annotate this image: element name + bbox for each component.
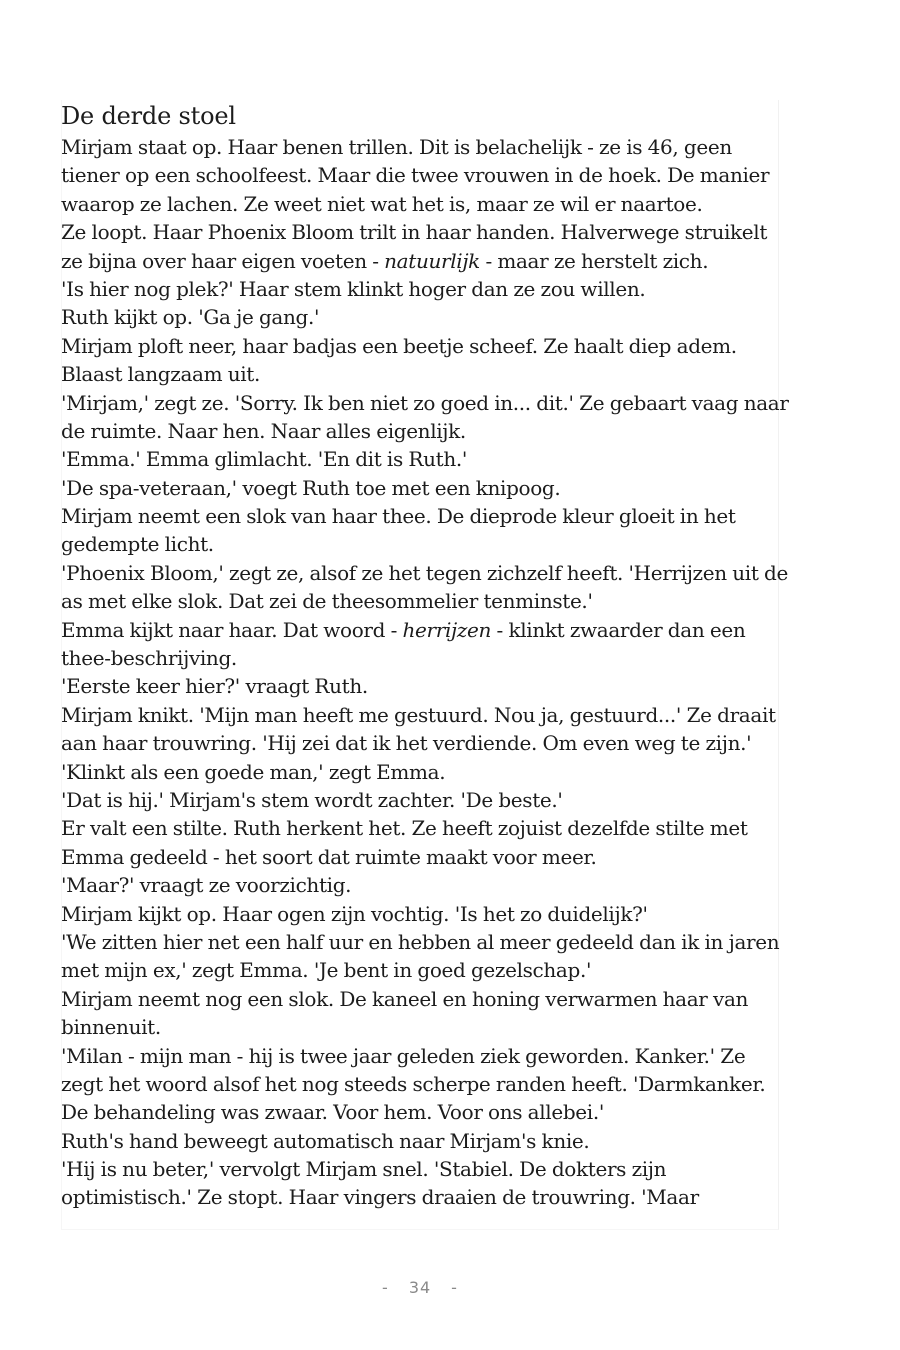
line-segment: Mirjam neemt een slok van haar thee. De dieprode kleur gloeit in het xyxy=(61,504,736,529)
line-segment: 'De spa-veteraan,' voegt Ruth toe met een knipoog. xyxy=(61,475,561,500)
text-line xyxy=(61,587,801,615)
text-line xyxy=(61,1127,801,1155)
text-line xyxy=(61,871,801,899)
page-number-dash-left: - xyxy=(382,1278,389,1297)
text-line xyxy=(61,417,801,445)
text-line xyxy=(61,1183,801,1211)
line-segment: Mirjam neemt nog een slok. De kaneel en honing verwarmen haar van xyxy=(61,986,749,1011)
text-line xyxy=(61,275,801,303)
line-segment: Emma kijkt naar haar. Dat woord - xyxy=(61,617,403,642)
line-segment: 'Klinkt als een goede man,' zegt Emma. xyxy=(61,759,446,784)
line-segment: Mirjam staat op. Haar benen trillen. Dit is belachelijk - ze is 46, geen xyxy=(61,135,732,159)
line-segment: 'Hij is nu beter,' vervolgt Mirjam snel. 'Stabiel. De dokters zijn xyxy=(61,1157,667,1182)
text-line xyxy=(61,843,801,871)
page-number-dash-right: - xyxy=(451,1278,458,1297)
text-line xyxy=(61,956,801,984)
line-segment: Emma gedeeld - het soort dat ruimte maakt voor meer. xyxy=(61,844,597,869)
line-segment: 'Maar?' vraagt ze voorzichtig. xyxy=(61,873,352,898)
text-line xyxy=(61,758,801,786)
line-segment: binnenuit. xyxy=(61,1015,161,1040)
line-segment: zegt het woord alsof het nog steeds scherpe randen heeft. 'Darmkanker. xyxy=(61,1071,766,1096)
line-segment: aan haar trouwring. 'Hij zei dat ik het verdiende. Om even weg te zijn.' xyxy=(61,731,752,756)
chapter-title: De derde stoel xyxy=(61,102,236,130)
page-number: 34 xyxy=(408,1278,432,1297)
emphasized-word: herrijzen xyxy=(402,617,492,642)
text-line xyxy=(61,616,801,644)
text-line xyxy=(61,1013,801,1041)
line-segment: 'Mirjam,' zegt ze. 'Sorry. Ik ben niet zo goed in... dit.' Ze gebaart vaag naar xyxy=(61,390,789,415)
text-line xyxy=(61,644,801,672)
line-segment: 'Milan - mijn man - hij is twee jaar geleden ziek geworden. Kanker.' Ze xyxy=(61,1043,746,1068)
line-segment: - maar ze herstelt zich. xyxy=(479,248,709,273)
text-line xyxy=(61,445,801,473)
text-line xyxy=(61,161,801,189)
text-line xyxy=(61,985,801,1013)
text-line xyxy=(61,701,801,729)
text-line xyxy=(61,502,801,530)
text-line xyxy=(61,389,801,417)
text-line xyxy=(61,559,801,587)
text-line xyxy=(61,247,801,275)
line-segment: 'We zitten hier net een half uur en hebben al meer gedeeld dan ik in jaren xyxy=(61,929,780,954)
text-line xyxy=(61,332,801,360)
text-line xyxy=(61,190,801,218)
line-segment: optimistisch.' Ze stopt. Haar vingers draaien de trouwring. 'Maar xyxy=(61,1185,699,1210)
line-segment: tiener op een schoolfeest. Maar die twee vrouwen in de hoek. De manier xyxy=(61,163,770,188)
text-line xyxy=(61,218,801,246)
line-segment: gedempte licht. xyxy=(61,532,214,557)
line-segment: thee-beschrijving. xyxy=(61,646,237,671)
emphasized-word: natuurlijk xyxy=(384,248,480,273)
chapter-body-text xyxy=(61,133,801,1212)
line-segment: 'Dat is hij.' Mirjam's stem wordt zachter. 'De beste.' xyxy=(61,787,563,812)
line-segment: as met elke slok. Dat zei de theesommelier tenminste.' xyxy=(61,589,593,614)
line-segment: waarop ze lachen. Ze weet niet wat het is, maar ze wil er naartoe. xyxy=(61,191,703,216)
text-line xyxy=(61,900,801,928)
line-segment: - klinkt zwaarder dan een xyxy=(491,617,746,642)
line-segment: de ruimte. Naar hen. Naar alles eigenlijk. xyxy=(61,418,466,443)
line-segment: Mirjam ploft neer, haar badjas een beetje scheef. Ze haalt diep adem. xyxy=(61,333,737,358)
line-segment: Mirjam kijkt op. Haar ogen zijn vochtig. 'Is het zo duidelijk?' xyxy=(61,901,648,926)
text-line xyxy=(61,928,801,956)
text-line xyxy=(61,814,801,842)
text-line xyxy=(61,360,801,388)
line-segment: Ze loopt. Haar Phoenix Bloom trilt in haar handen. Halverwege struikelt xyxy=(61,220,768,245)
line-segment: 'Eerste keer hier?' vraagt Ruth. xyxy=(61,674,368,699)
line-segment: ze bijna over haar eigen voeten - xyxy=(61,248,385,273)
text-line xyxy=(61,303,801,331)
line-segment: De behandeling was zwaar. Voor hem. Voor ons allebei.' xyxy=(61,1100,604,1125)
line-segment: Ruth kijkt op. 'Ga je gang.' xyxy=(61,305,320,330)
text-line xyxy=(61,133,801,161)
line-segment: 'Emma.' Emma glimlacht. 'En dit is Ruth.' xyxy=(61,447,467,472)
text-line xyxy=(61,786,801,814)
text-line xyxy=(61,530,801,558)
text-line xyxy=(61,1042,801,1070)
line-segment: 'Phoenix Bloom,' zegt ze, alsof ze het tegen zichzelf heeft. 'Herrijzen uit de xyxy=(61,560,788,585)
line-segment: met mijn ex,' zegt Emma. 'Je bent in goed gezelschap.' xyxy=(61,958,592,983)
line-segment: 'Is hier nog plek?' Haar stem klinkt hoger dan ze zou willen. xyxy=(61,276,646,301)
line-segment: Blaast langzaam uit. xyxy=(61,362,260,387)
text-line xyxy=(61,672,801,700)
text-line xyxy=(61,1070,801,1098)
text-line xyxy=(61,729,801,757)
line-segment: Ruth's hand beweegt automatisch naar Mirjam's knie. xyxy=(61,1128,590,1153)
text-line xyxy=(61,474,801,502)
text-line xyxy=(61,1155,801,1183)
line-segment: Mirjam knikt. 'Mijn man heeft me gestuurd. Nou ja, gestuurd...' Ze draait xyxy=(61,702,776,727)
line-segment: Er valt een stilte. Ruth herkent het. Ze heeft zojuist dezelfde stilte met xyxy=(61,816,748,841)
text-line xyxy=(61,1098,801,1126)
page-number-footer xyxy=(0,1278,840,1297)
